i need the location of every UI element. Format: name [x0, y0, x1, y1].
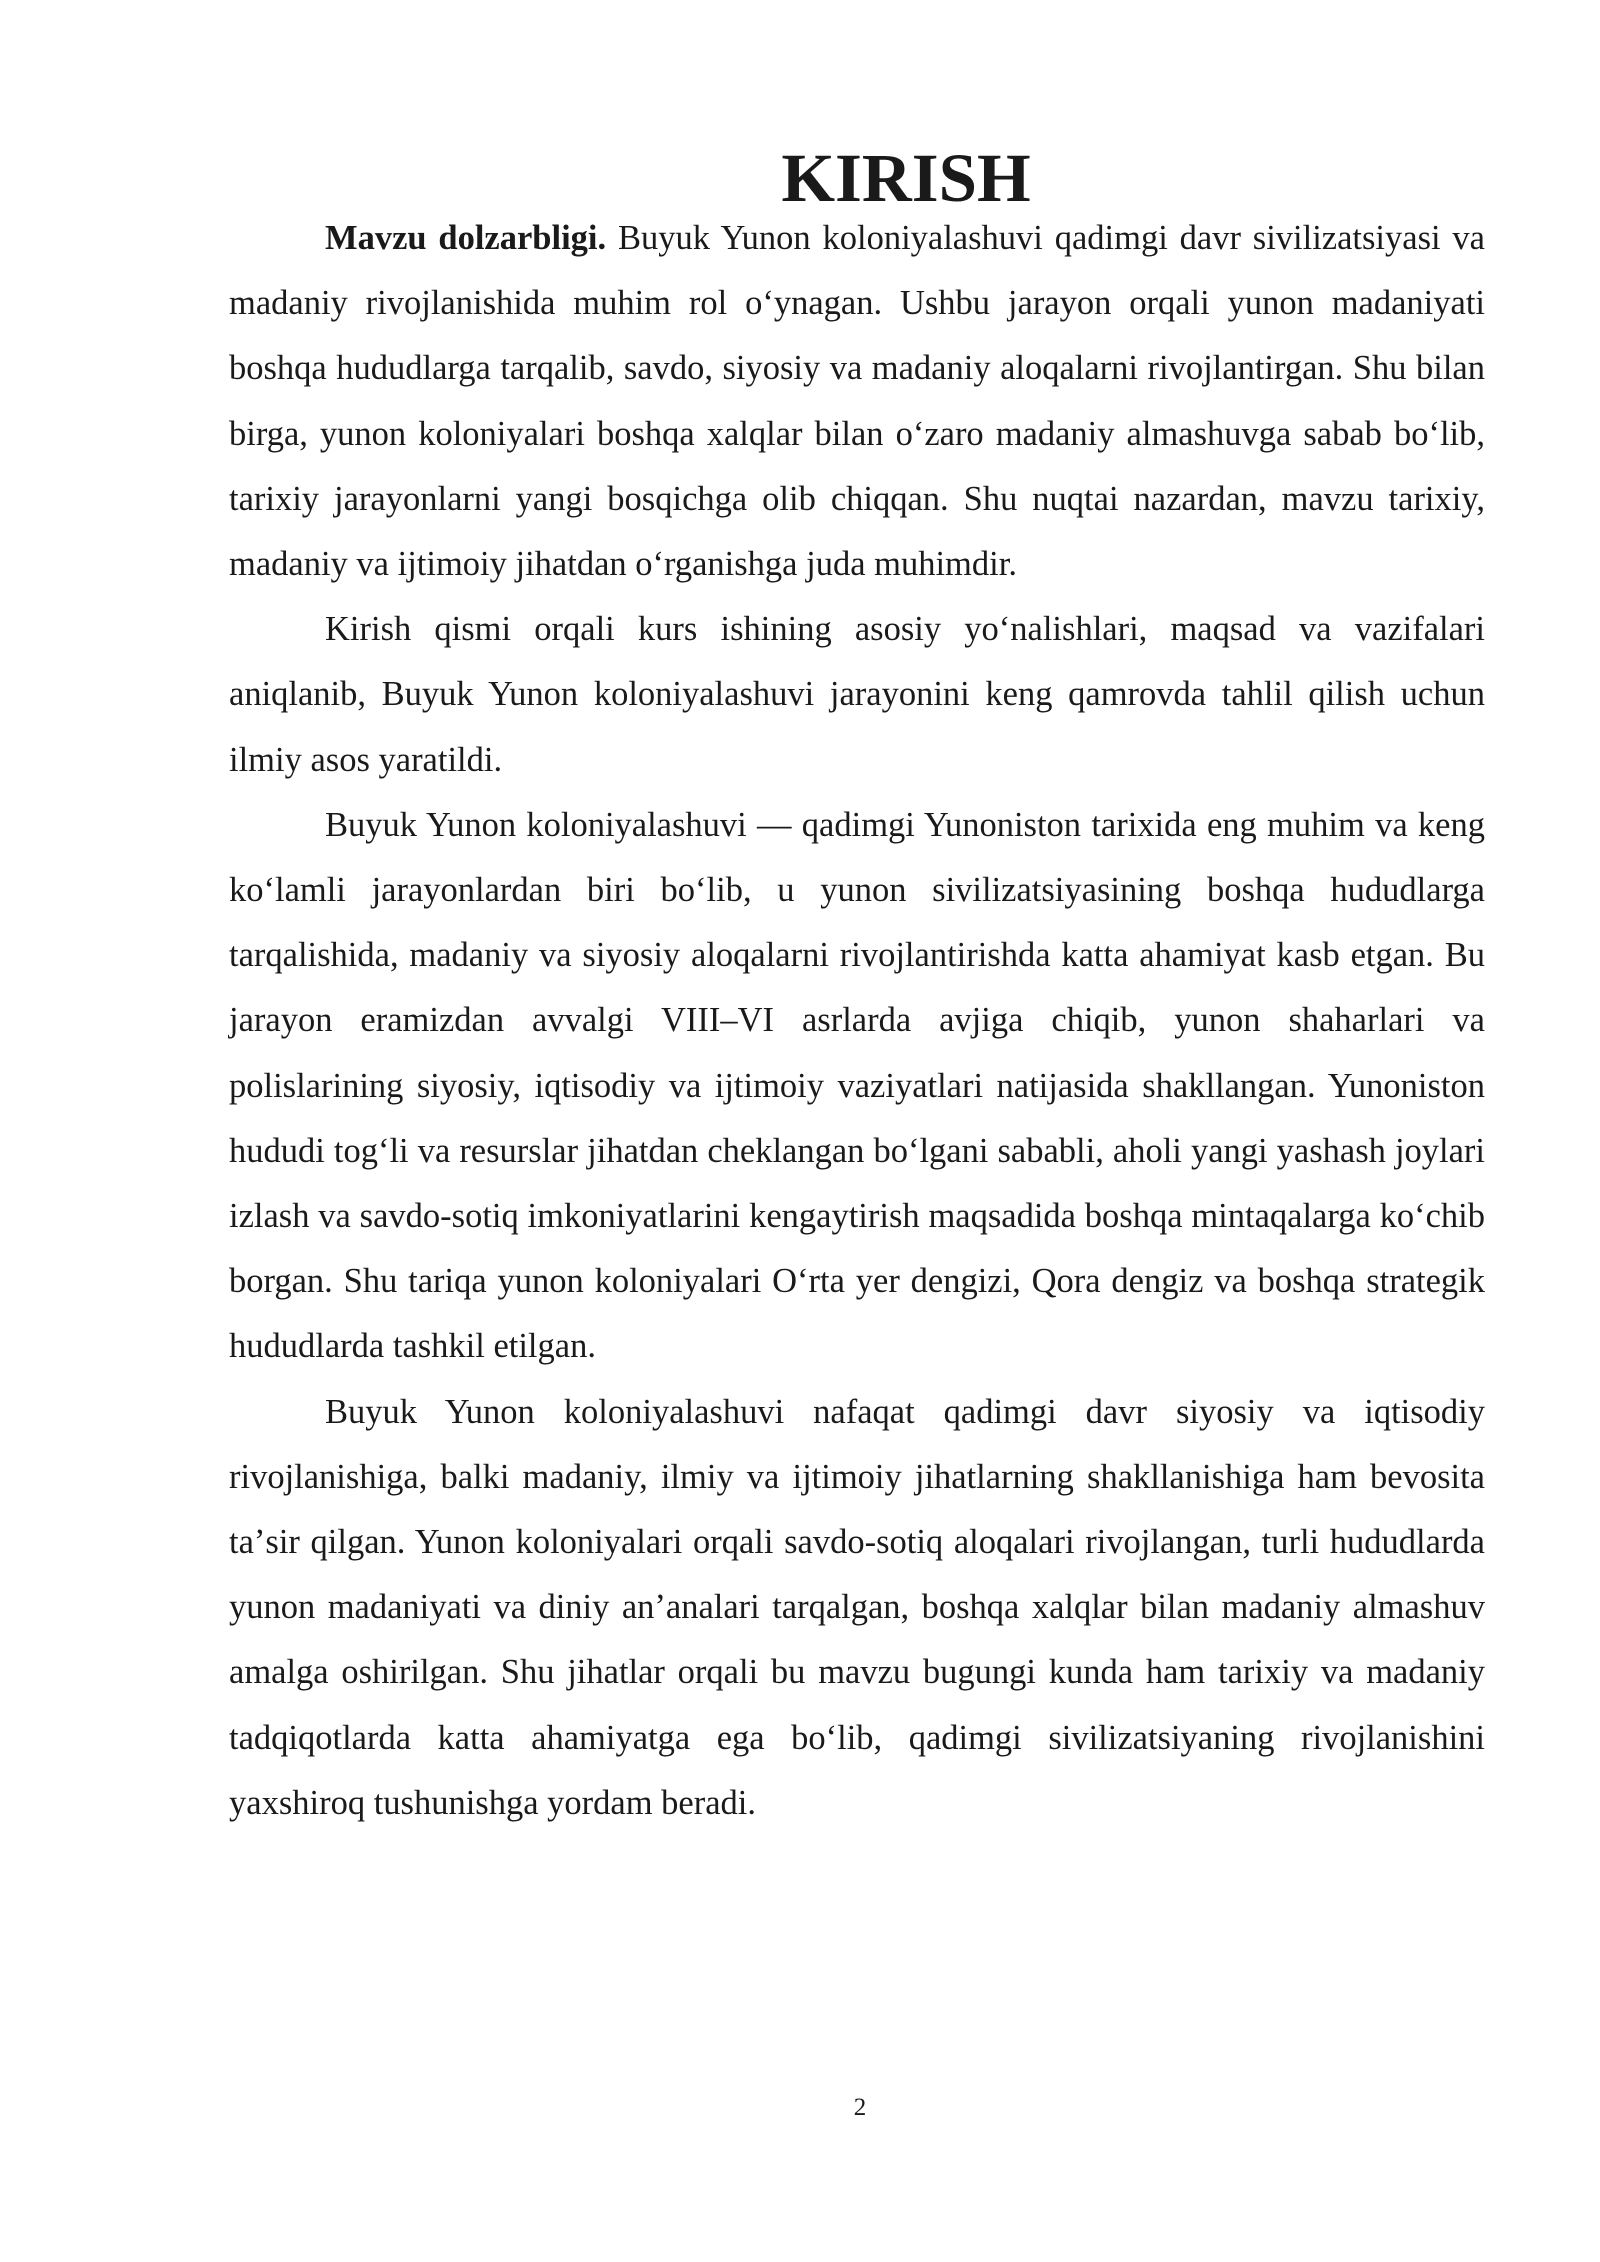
document-body: [229, 140, 1485, 1836]
paragraph-colonization-impact: Buyuk Yunon koloniyalashuvi nafaqat qadimgi davr siyosiy va iqtisodiy rivojlanishiga, balki madaniy, ilmiy va ijtimoiy jihatlarning shakllanishiga ham bevosita taʼsir qilgan. Yunon koloniyalari orqali savdo-sotiq aloqalari rivojlangan, turli hududlarda yunon madaniyati va diniy anʼanalari tarqalgan, boshqa xalqlar bilan madaniy almashuv amalga oshirilgan. Shu jihatlar orqali bu mavzu bugungi kunda ham tarixiy va madaniy tadqiqotlarda katta ahamiyatga ega boʻlib, qadimgi sivilizatsiyaning rivojlanishini yaxshiroq tushunishga yordam beradi.: [229, 1392, 1485, 1822]
paragraph-text: Buyuk Yunon koloniyalashuvi qadimgi davr sivilizatsiyasi va madaniy rivojlanishida muhim rol oʻynagan. Ushbu jarayon orqali yunon madaniyati boshqa hududlarga tarqalib, savdo, siyosiy va madaniy aloqalarni rivojlantirgan. Shu bilan birga, yunon koloniyalari boshqa xalqlar bilan oʻzaro madaniy almashuvga sabab boʻlib, tarixiy jarayonlarni yangi bosqichga olib chiqqan. Shu nuqtai nazardan, mavzu tarixiy, madaniy va ijtimoiy jihatdan oʻrganishga juda muhimdir.: [229, 219, 1485, 584]
paragraph-introduction: Kirish qismi orqali kurs ishining asosiy yoʻnalishlari, maqsad va vazifalari aniqlanib, Buyuk Yunon koloniyalashuvi jarayonini keng qamrovda tahlil qilish uchun ilmiy asos yaratildi.: [229, 610, 1485, 779]
paragraph-relevance: [229, 206, 1485, 597]
paragraph-colonization-overview: Buyuk Yunon koloniyalashuvi — qadimgi Yunoniston tarixida eng muhim va keng koʻlamli jarayonlardan biri boʻlib, u yunon sivilizatsiyasining boshqa hududlarga tarqalishida, madaniy va siyosiy aloqalarni rivojlantirishda katta ahamiyat kasb etgan. Bu jarayon eramizdan avvalgi VIII–VI asrlarda avjiga chiqib, yunon shaharlari va polislarining siyosiy, iqtisodiy va ijtimoiy vaziyatlari natijasida shakllangan. Yunoniston hududi togʻli va resurslar jihatdan cheklangan boʻlgani sababli, aholi yangi yashash joylari izlash va savdo-sotiq imkoniyatlarini kengaytirish maqsadida boshqa mintaqalarga koʻchib borgan. Shu tariqa yunon koloniyalari Oʻrta yer dengizi, Qora dengiz va boshqa strategik hududlarda tashkil etilgan.: [229, 805, 1485, 1366]
page-number: 2: [853, 2094, 867, 2121]
section-heading: KIRISH: [781, 140, 1031, 216]
paragraph-lead: Mavzu dolzarbligi.: [325, 219, 607, 257]
